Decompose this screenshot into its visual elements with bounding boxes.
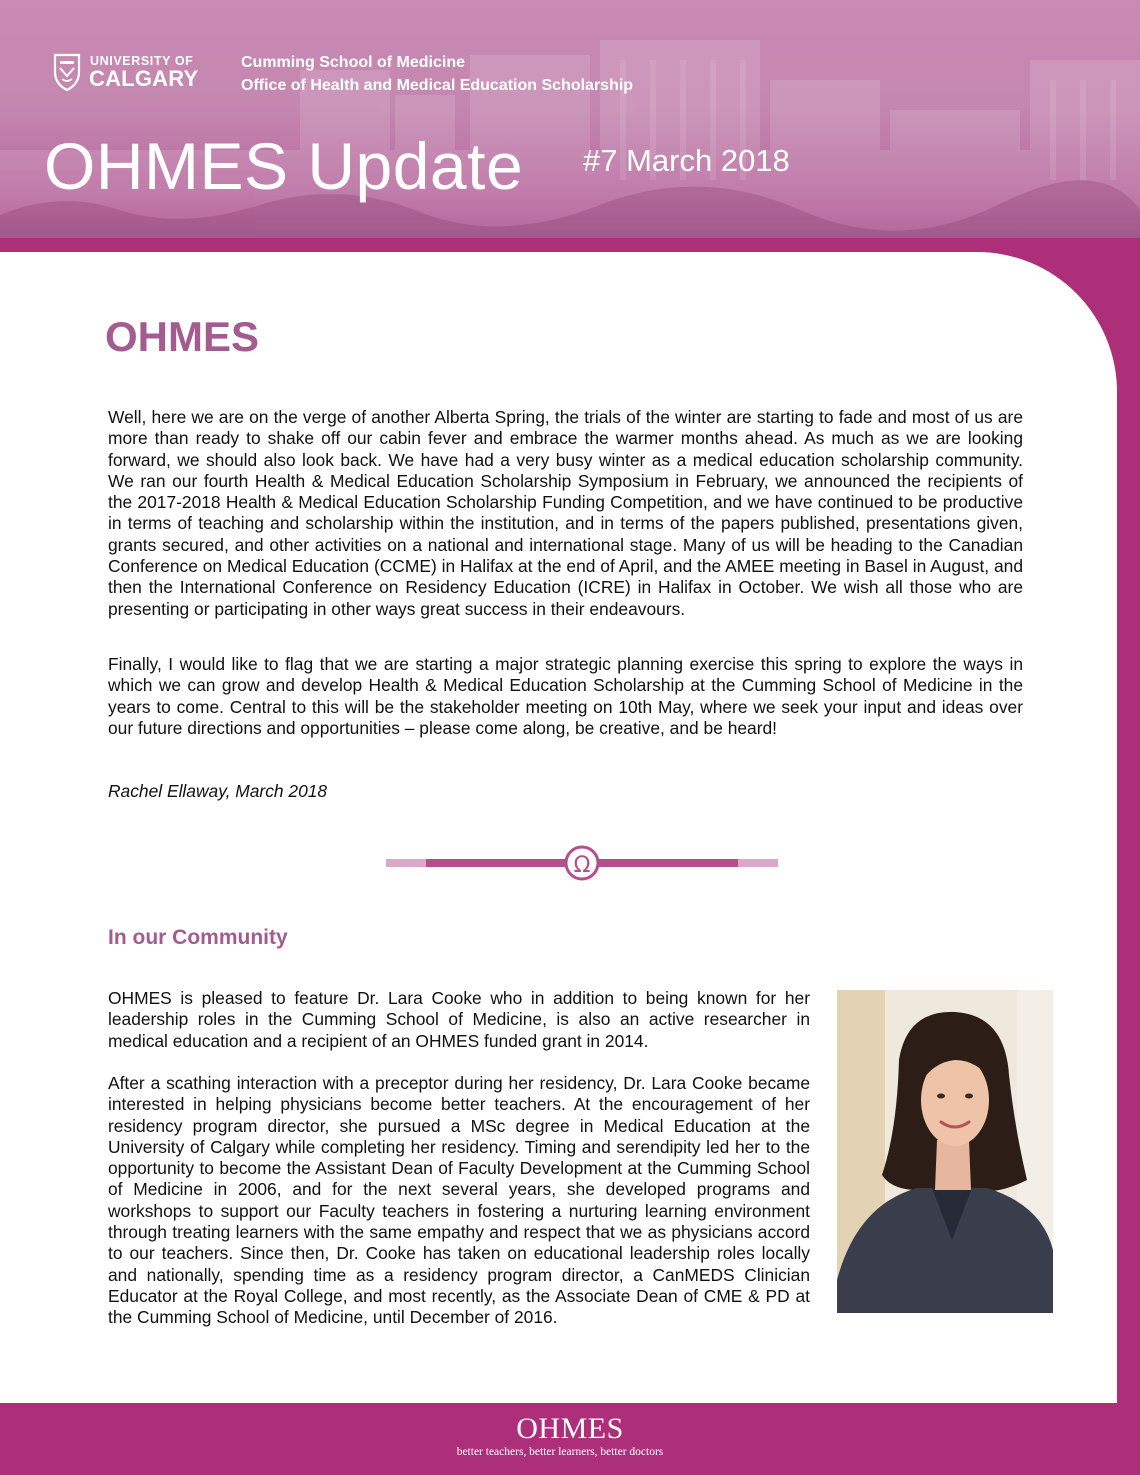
university-crest-icon	[52, 52, 82, 92]
intro-paragraph-1: Well, here we are on the verge of another Alberta Spring, the trials of the winter are starting to fade and most of us are more than ready to shake off our cabin fever and embrace the warmer months ahead. As much as we are looking forward, we should also look back. We have had a very busy winter as a medical education scholarship community. We ran our fourth Health & Medical Education Scholarship Symposium in February, we announced the recipients of the 2017-2018 Health & Medical Education Scholarship Funding Competition, and we have continued to be productive in terms of teaching and scholarship within the institution, and in terms of the papers published, presentations given, grants secured, and other activities on a national and international stage. Many of us will be heading to the Canadian Conference on Medical Education (CCME) in Halifax at the end of April, and the AMEE meeting in Basel in August, and then the International Conference on Residency Education (ICRE) in Halifax in October. We wish all those who are presenting or participating in other ways great success in their endeavours.	[108, 407, 1023, 619]
university-logo	[52, 52, 222, 96]
omega-icon: Ω	[573, 853, 591, 878]
community-paragraph-1: OHMES is pleased to feature Dr. Lara Cooke who in addition to being known for her leadership roles in the Cumming School of Medicine, is also an active researcher in medical education and a recipient of an OHMES funded grant in 2014.	[108, 988, 810, 1051]
footer-logo: OHMES	[516, 1412, 624, 1445]
header-banner	[0, 0, 1140, 238]
section-heading-ohmes: OHMES	[105, 313, 260, 360]
university-name-line2: CALGARY	[89, 66, 199, 91]
signature: Rachel Ellaway, March 2018	[108, 781, 328, 801]
newsletter-title: OHMES Update	[44, 129, 524, 203]
footer-tagline: better teachers, better learners, better doctors	[456, 1446, 664, 1458]
issue-label: #7 March 2018	[583, 143, 790, 178]
intro-paragraph-2: Finally, I would like to flag that we are starting a major strategic planning exercise this spring to explore the ways in which we can grow and develop Health & Medical Education Scholarship at the Cumming School of Medicine in the years to come. Central to this will be the stakeholder meeting on 10th May, where we seek your input and ideas over our future directions and opportunities – please come along, be creative, and be heard!	[108, 654, 1023, 738]
school-name-line2: Office of Health and Medical Education Scholarship	[241, 77, 634, 94]
community-paragraph-2: After a scathing interaction with a preceptor during her residency, Dr. Lara Cooke became interested in helping physicians become better teachers. At the encouragement of her residency program director, she pursued a MSc degree in Medical Education at the University of Calgary while completing her residency. Timing and serendipity led her to the opportunity to become the Assistant Dean of Faculty Development at the Cumming School of Medicine in 2006, and for the next several years, she developed programs and workshops to support our Faculty teachers in fostering a nurturing learning environment through treating learners with the same empathy and respect that we as physicians accord to our teachers. Since then, Dr. Cooke has taken on educational leadership roles locally and nationally, spending time as a residency program director, a CanMEDS Clinician Educator at the Royal College, and most recently, as the Associate Dean of CME & PD at the Cumming School of Medicine, until December of 2016.	[108, 1073, 810, 1328]
school-name	[241, 51, 633, 97]
section-heading-community: In our Community	[108, 926, 288, 949]
school-name-line1: Cumming School of Medicine	[241, 54, 466, 71]
omega-divider	[386, 845, 778, 881]
university-name-line1: UNIVERSITY OF	[90, 54, 194, 68]
portrait-photo	[837, 990, 1053, 1313]
